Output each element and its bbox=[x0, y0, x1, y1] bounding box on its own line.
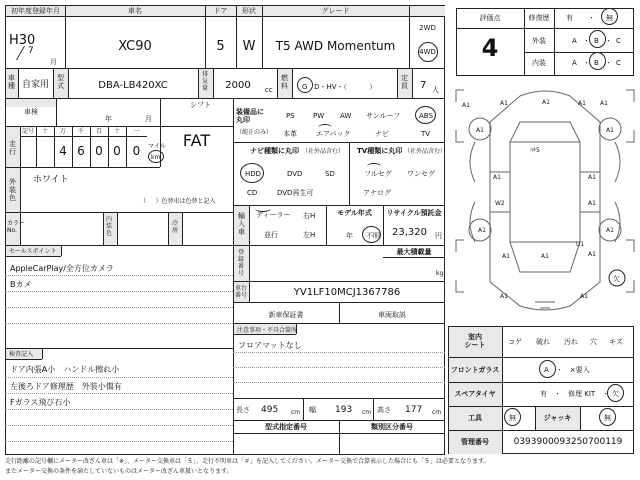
fuel-options: G D・HV・（ ） bbox=[302, 83, 377, 91]
drive-4wd-circle bbox=[418, 42, 438, 62]
equipment-label: 装備品に 丸印 bbox=[236, 108, 264, 124]
displacement-label: 排 気 量 bbox=[202, 71, 209, 92]
mark-7: A1 bbox=[606, 127, 614, 134]
exterior-label: 外 装 色 bbox=[9, 178, 16, 202]
inspector-note-1: ドア内張A小 ハンドル擦れ小 bbox=[10, 365, 120, 374]
use-value: 自家用 bbox=[21, 80, 49, 90]
type-designation-label: 型式指定番号 bbox=[265, 423, 307, 431]
capacity-label: 定 員 bbox=[401, 74, 408, 90]
ext-dot2: ・ bbox=[605, 37, 612, 45]
equip-leather: 本革 bbox=[283, 130, 297, 138]
capacity-unit: 人 bbox=[432, 86, 439, 94]
interior-color-label: 内 装 色 bbox=[106, 216, 113, 237]
navi-hdd: HDD bbox=[245, 170, 262, 178]
equip-aw: AW bbox=[340, 112, 352, 120]
odometer-digit: 4 bbox=[59, 144, 67, 158]
length-unit: cm bbox=[291, 409, 301, 416]
cc-unit: cc bbox=[265, 86, 273, 94]
footer-line-2: またメーター交換の条件を満たしていないものはメーター改ざん車扱いとなります。 bbox=[5, 468, 233, 475]
selling-point-2: Bカメ bbox=[10, 280, 32, 289]
navi-dvd-play: DVD再生可 bbox=[277, 189, 314, 197]
front-glass-label: フロントガラス bbox=[450, 366, 500, 374]
import-parallel: 並行 bbox=[264, 231, 278, 239]
selling-point-1: AppleCarPlay/全方位カメラ bbox=[10, 264, 114, 273]
height-value: 177 bbox=[405, 405, 423, 415]
ext-a: A bbox=[572, 37, 577, 45]
inspection-year-label: 年 bbox=[105, 115, 112, 123]
mark-17: A1 bbox=[502, 253, 510, 260]
mileage-km-circle bbox=[148, 150, 164, 163]
mark-4: A1 bbox=[578, 100, 586, 107]
inspector-note-2: 左後ろドア修理歴 外装小傷有 bbox=[10, 382, 122, 391]
mark-20: A1 bbox=[580, 293, 588, 300]
sheet-stain: 汚れ bbox=[564, 338, 578, 346]
notes-label: 注意事項・不具合箇所 bbox=[237, 327, 298, 334]
mark-15: U1 bbox=[576, 241, 585, 248]
mark-18: A1 bbox=[541, 253, 549, 260]
navi-hdd-circle bbox=[240, 163, 264, 183]
navi-sd: SD bbox=[325, 170, 335, 178]
spare-none: 欠 bbox=[612, 390, 619, 398]
model-year-unknown-circle bbox=[362, 226, 381, 243]
tv-fullseg: フルセグ bbox=[364, 170, 392, 178]
tv-label: TV種類に丸印 bbox=[357, 147, 403, 155]
max-load-label: 最大積載量 bbox=[396, 248, 432, 256]
equip-tv: TV bbox=[421, 130, 431, 138]
equip-navi: ナビ bbox=[375, 130, 389, 138]
color-no-label: カラー No. bbox=[7, 220, 26, 234]
tv-sub: （社外品含む） bbox=[404, 148, 447, 155]
door-label: ドア bbox=[213, 7, 228, 15]
fuel-g-circle bbox=[297, 77, 313, 93]
equip-abs: ABS bbox=[419, 112, 433, 120]
repair-dot: ・ bbox=[588, 14, 595, 22]
shape-value: W bbox=[242, 39, 256, 54]
inspector-notes-label: 検査記入 bbox=[9, 351, 34, 358]
mark-11: W2 bbox=[495, 200, 505, 207]
interior-sheet-label: 室内 シート bbox=[464, 333, 486, 349]
navi-sub: （社外品含む） bbox=[302, 148, 345, 155]
model-year-unit: 年 bbox=[346, 232, 353, 240]
ext-dot1: ・ bbox=[583, 37, 590, 45]
width-unit: cm bbox=[362, 409, 372, 416]
door-value: 5 bbox=[216, 39, 225, 54]
reg-date-label: 初年度登録年月 bbox=[11, 7, 60, 15]
length-label: 長さ bbox=[236, 406, 250, 414]
jack-none-circle bbox=[599, 408, 616, 426]
repair-history-label: 修復歴 bbox=[528, 14, 550, 22]
selling-points-label: セールスポイント bbox=[9, 248, 57, 255]
exterior-color-note: （ ）色替車は色替と記入 bbox=[140, 198, 216, 205]
ext-b: B bbox=[594, 37, 599, 45]
repair-yes: 有 bbox=[566, 14, 573, 22]
int-c: C bbox=[616, 59, 621, 67]
mark-8: ﾊﾁ5 bbox=[530, 147, 540, 154]
equipment-sub: （純正のみ） bbox=[236, 129, 273, 136]
odometer-digit: 0 bbox=[113, 144, 121, 158]
exterior-grade-label: 外装 bbox=[532, 37, 546, 45]
recycle-label: リサイクル預託金 bbox=[386, 209, 442, 217]
import-left: 左H bbox=[303, 231, 316, 239]
ext-b-circle bbox=[589, 30, 606, 48]
repair-no-circle bbox=[601, 8, 618, 25]
notes-text: フロアマットなし bbox=[238, 341, 302, 350]
vin-label: 車台 番号 bbox=[235, 285, 248, 299]
tools-label: 工具 bbox=[468, 414, 482, 422]
score-value: 4 bbox=[481, 34, 499, 62]
odometer-header: 十 bbox=[113, 128, 120, 135]
sheet-tear: 破れ bbox=[536, 338, 550, 346]
odometer-header: 一 bbox=[133, 128, 140, 135]
new-car-warranty: 新車保証書 bbox=[268, 311, 304, 319]
height-label: 高さ bbox=[377, 406, 391, 414]
mileage-label: 走 行 bbox=[9, 140, 16, 156]
mark-3: A1 bbox=[500, 100, 508, 107]
import-label: 輸 入 車 bbox=[238, 212, 245, 236]
repair-no: 無 bbox=[606, 14, 613, 22]
tv-analog: アナログ bbox=[363, 189, 391, 197]
ext-c: C bbox=[616, 37, 621, 45]
shift-label: シフト bbox=[190, 101, 211, 109]
tv-oneseg: ワンセグ bbox=[407, 170, 435, 178]
model-value: DBA-LB420XC bbox=[98, 80, 168, 91]
mark-14: A1 bbox=[606, 227, 614, 234]
odometer-header: 十 bbox=[41, 128, 48, 135]
reg-number-label: 登 録 番 号 bbox=[238, 249, 245, 277]
int-dot1: ・ bbox=[583, 59, 590, 67]
tools-none-circle bbox=[504, 408, 521, 426]
mark-10: A1 bbox=[588, 174, 596, 181]
inspector-note-3: Fガラス飛び石小 bbox=[10, 398, 71, 407]
mileage-unit-mile: マイル bbox=[148, 143, 166, 150]
jack-value: 無 bbox=[604, 414, 611, 422]
model-year-label: モデル年式 bbox=[337, 209, 372, 217]
era-value: H30 bbox=[9, 33, 36, 48]
mark-13: A1 bbox=[478, 227, 486, 234]
spare-tire-label: スペアタイヤ bbox=[454, 390, 496, 398]
mark-16: A1 bbox=[588, 251, 596, 258]
aircon-label: 冷 房 bbox=[172, 220, 179, 234]
equip-sunroof: サンルーフ bbox=[366, 112, 401, 120]
jack-label: ジャッキ bbox=[543, 414, 572, 422]
abs-circle bbox=[415, 106, 436, 124]
exterior-color-value: ホワイト bbox=[33, 175, 69, 185]
interior-grade-label: 内装 bbox=[532, 59, 546, 67]
inspection-label: 車検 bbox=[24, 108, 38, 116]
spare-options: 有 ・ 修理 KIT ・ bbox=[540, 390, 610, 398]
class-number-label: 類別区分番号 bbox=[371, 423, 413, 431]
car-diagram bbox=[450, 82, 640, 322]
front-glass-options: A ・ ×要入 bbox=[544, 366, 590, 374]
tools-value: 無 bbox=[509, 414, 516, 422]
displacement-value: 2000 bbox=[225, 80, 251, 91]
fuel-label: 燃 料 bbox=[281, 74, 288, 90]
equip-airbag: エアバック bbox=[316, 130, 351, 138]
car-name-label: 車名 bbox=[128, 7, 142, 15]
svg-text:欠: 欠 bbox=[613, 275, 620, 283]
sheet-hole: 穴 bbox=[590, 338, 597, 346]
shape-label: 形状 bbox=[242, 7, 256, 15]
spare-none-circle bbox=[607, 384, 624, 402]
navi-dvd: DVD bbox=[287, 170, 303, 178]
height-unit: cm bbox=[432, 409, 442, 416]
import-right: 右H bbox=[303, 212, 316, 220]
shift-value: FAT bbox=[182, 131, 211, 150]
equip-pw: PW bbox=[313, 112, 325, 120]
odometer-header: 万 bbox=[59, 128, 66, 135]
capacity-value: 7 bbox=[420, 80, 427, 91]
front-glass-a-circle bbox=[539, 360, 556, 378]
odometer-digit: 0 bbox=[95, 144, 103, 158]
sheet-scratch: キズ bbox=[609, 338, 623, 346]
length-value: 495 bbox=[261, 405, 279, 415]
mark-2: A1 bbox=[462, 102, 470, 109]
mark-1: A1 bbox=[542, 99, 550, 106]
int-b-circle bbox=[589, 52, 606, 70]
odometer-digit: 0 bbox=[132, 144, 141, 158]
width-label: 幅 bbox=[309, 406, 316, 414]
navi-cd: CD bbox=[247, 189, 258, 197]
navi-label: ナビ種類に丸印 bbox=[250, 147, 299, 155]
mgmt-number-value: 0393900093250700119 bbox=[513, 437, 623, 447]
mark-5: A1 bbox=[600, 100, 608, 107]
odometer-header: 記号 bbox=[21, 128, 34, 135]
int-b: B bbox=[594, 59, 599, 67]
mileage-unit-km: km bbox=[151, 154, 161, 161]
drive-2wd: 2WD bbox=[419, 24, 436, 32]
grade-label: グレード bbox=[321, 7, 350, 15]
model-label: 型 式 bbox=[57, 74, 64, 90]
mark-19: A1 bbox=[500, 293, 508, 300]
model-year-unknown: 不明 bbox=[366, 232, 380, 240]
footer-line-1: 走行距離の記号欄にメーター改ざん車は「※」、メーター交換車は「＄」、走行不明車は「＃」を記入してください。メーター交換で合算表示した場合にも「＄」は必要となります。 bbox=[5, 458, 490, 465]
mgmt-number-label: 管理番号 bbox=[461, 438, 489, 446]
max-load-unit: kg bbox=[436, 270, 444, 277]
inspection-month-label: 月 bbox=[145, 115, 152, 123]
mark-9: A1 bbox=[493, 174, 501, 181]
int-dot2: ・ bbox=[605, 59, 612, 67]
mark-12: A1 bbox=[588, 200, 596, 207]
odometer-header: 百 bbox=[95, 128, 102, 135]
width-value: 193 bbox=[335, 405, 353, 415]
odometer-header: 千 bbox=[77, 128, 84, 135]
mark-6: A1 bbox=[476, 127, 484, 134]
recycle-unit: 円 bbox=[435, 232, 442, 240]
odometer-digit: 6 bbox=[77, 144, 85, 158]
equip-ps: PS bbox=[286, 112, 295, 120]
grade-value: T5 AWD Momentum bbox=[275, 39, 396, 53]
drive-4wd: 4WD bbox=[419, 48, 436, 56]
recycle-amount: 23,320 bbox=[392, 227, 427, 238]
score-label: 評価点 bbox=[479, 14, 501, 22]
import-dealer: ディーラー bbox=[256, 211, 291, 219]
month-unit: 月 bbox=[50, 58, 57, 66]
car-name-value: XC90 bbox=[118, 39, 152, 54]
use-label: 車 種 bbox=[8, 74, 15, 90]
sheet-burn: コゲ bbox=[508, 338, 522, 346]
month-value: 7 bbox=[28, 46, 34, 56]
vin-value: YV1LF10MCJ1367786 bbox=[293, 287, 401, 298]
int-a: A bbox=[572, 59, 577, 67]
vehicle-manual: 車両取説 bbox=[378, 311, 406, 319]
